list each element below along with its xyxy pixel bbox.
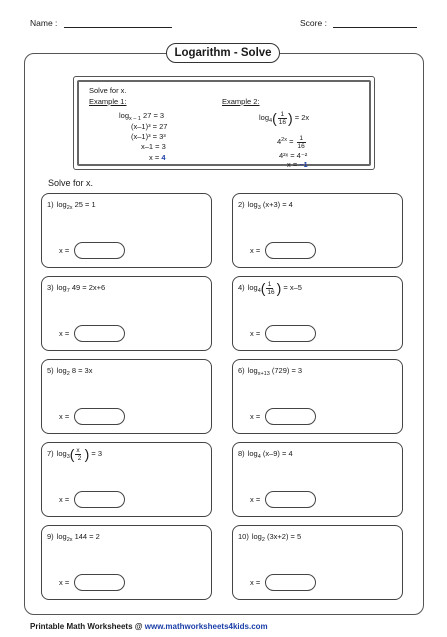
problem-card-6 xyxy=(232,359,403,434)
name-label: Name : xyxy=(30,18,58,28)
answer-label: x = xyxy=(59,246,70,255)
problem-card-8 xyxy=(232,442,403,517)
example-2-line-4: x = –1 xyxy=(287,160,308,169)
example-inner xyxy=(77,80,371,169)
name-field xyxy=(30,18,172,28)
section-instruction: Solve for x. xyxy=(48,178,94,188)
answer-label: x = xyxy=(250,412,261,421)
problem-6-question: 6) $\log_{x+13} (729) = 3$ xyxy=(238,366,303,377)
answer-label: x = xyxy=(250,329,261,338)
problem-card-4 xyxy=(232,276,403,351)
answer-box-5[interactable] xyxy=(74,408,125,425)
name-line xyxy=(64,18,172,28)
score-field xyxy=(300,18,417,28)
answer-label: x = xyxy=(250,495,261,504)
answer-box-3[interactable] xyxy=(74,325,125,342)
example-2-line-1: $\log_4$( $\frac{1}{16}$ ) = 2x xyxy=(259,110,310,127)
answer-box-8[interactable] xyxy=(265,491,316,508)
example-2-line-2: $4^{2x}$ = $\frac{1}{16}$ xyxy=(277,134,305,150)
problem-card-10 xyxy=(232,525,403,600)
answer-label: x = xyxy=(59,495,70,504)
problem-8-question: 8) $\log_4 (x-9) = 4$ xyxy=(238,449,293,460)
example-1-label: Example 1: xyxy=(89,97,127,106)
example-1-base: x – 1 xyxy=(129,116,141,122)
footer-text: Printable Math Worksheets @ xyxy=(30,622,145,631)
score-line xyxy=(333,18,417,28)
answer-box-9[interactable] xyxy=(74,574,125,591)
example-1-answer: 4 xyxy=(161,153,166,162)
example-intro: Solve for x. xyxy=(89,86,127,95)
problem-7-question: 7) $\log_3$( $\frac{x}{2}$ ) = 3 xyxy=(47,446,103,463)
page-title: Logarithm - Solve xyxy=(166,43,280,63)
footer-link[interactable]: www.mathworksheets4kids.com xyxy=(144,622,268,631)
example-2-rhs: = 2x xyxy=(292,113,310,122)
answer-label: x = xyxy=(59,412,70,421)
example-1-line-4: x–1 = 3 xyxy=(141,142,166,151)
answer-label: x = xyxy=(250,578,261,587)
answer-box-7[interactable] xyxy=(74,491,125,508)
problem-2-question: 2) $\log_3 (x+3) = 4$ xyxy=(238,200,293,211)
answer-box-10[interactable] xyxy=(265,574,316,591)
example-1-line-2: (x–1)³ = 27 xyxy=(131,122,168,131)
answer-label: x = xyxy=(250,246,261,255)
example-2-line-3: 4²ˣ = 4⁻² xyxy=(279,151,308,160)
problem-5-question: 5) $\log_2 8 = 3x$ xyxy=(47,366,93,377)
problem-card-9 xyxy=(41,525,212,600)
problem-card-1 xyxy=(41,193,212,268)
example-2-answer: –1 xyxy=(299,160,308,169)
answer-label: x = xyxy=(59,329,70,338)
footer xyxy=(30,622,268,631)
problem-1-question: 1) $\log_{2x} 25 = 1$ xyxy=(47,200,96,211)
example-1-line-1: $\log_{x - 1} 27 = 3$ xyxy=(119,111,165,122)
example-box xyxy=(73,76,375,170)
example-1-line-5: x = 4 xyxy=(149,153,166,162)
problem-card-7 xyxy=(41,442,212,517)
problem-card-2 xyxy=(232,193,403,268)
example-2-label: Example 2: xyxy=(222,97,260,106)
answer-label: x = xyxy=(59,578,70,587)
problem-card-3 xyxy=(41,276,212,351)
score-label: Score : xyxy=(300,18,327,28)
answer-box-4[interactable] xyxy=(265,325,316,342)
answer-box-1[interactable] xyxy=(74,242,125,259)
problem-card-5 xyxy=(41,359,212,434)
answer-box-6[interactable] xyxy=(265,408,316,425)
problem-9-question: 9) $\log_{2x} 144 = 2$ xyxy=(47,532,100,543)
answer-box-2[interactable] xyxy=(265,242,316,259)
example-1-line-3: (x–1)³ = 3³ xyxy=(131,132,166,141)
problem-10-question: 10) $\log_2 (3x+2) = 5$ xyxy=(238,532,302,543)
problem-3-question: 3) $\log_7 49 = 2x+6$ xyxy=(47,283,106,294)
example-1-rhs: 27 = 3 xyxy=(140,111,165,120)
problem-4-question: 4) $\log_4$( $\frac{1}{16}$ ) = x–5 xyxy=(238,280,302,297)
